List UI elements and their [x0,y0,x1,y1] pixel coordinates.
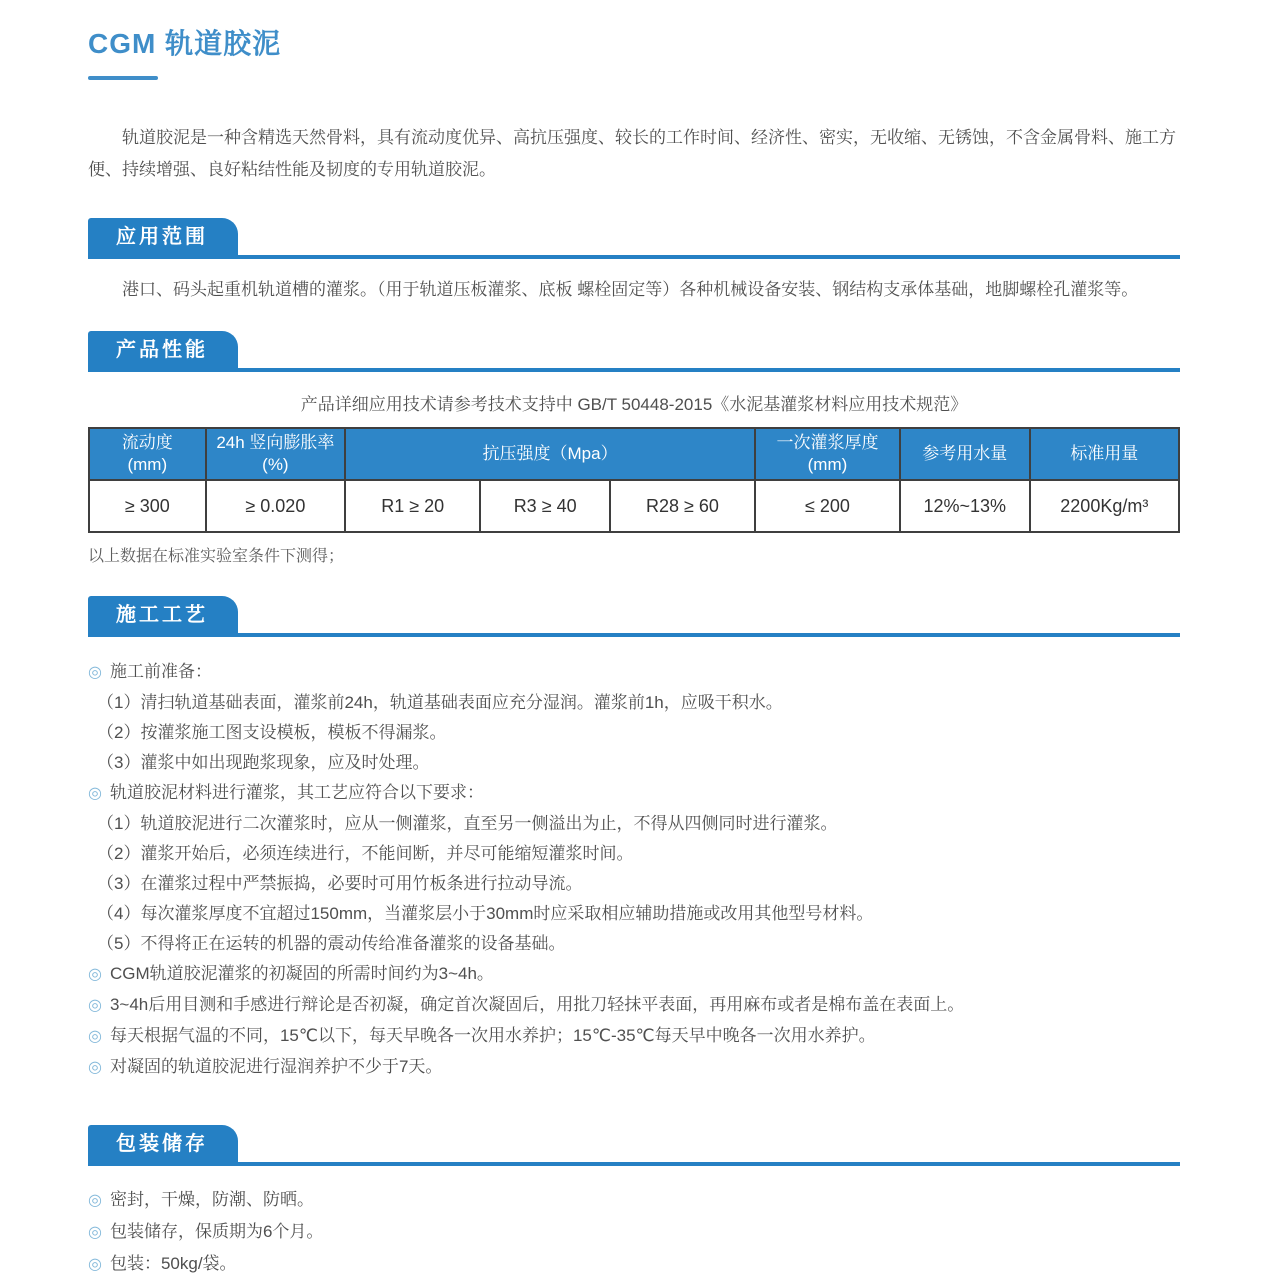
process-item: ◎ 施工前准备： [88,662,212,681]
section-badge-process: 施工工艺 [88,596,238,633]
section-header-performance [88,331,1180,372]
section-badge-application: 应用范围 [88,218,238,255]
packaging-item: ◎ 包装储存，保质期为6个月。 [88,1222,324,1241]
performance-reference: 产品详细应用技术请参考技术支持中 GB/T 50448-2015《水泥基灌浆材料应用技术规范》 [300,395,968,414]
table-cell-water: 12%~13% [900,480,1030,532]
performance-table [88,427,1180,533]
title-underline [88,76,158,80]
section-header-process [88,596,1180,637]
table-footnote: 以上数据在标准实验室条件下测得； [88,548,345,565]
ring-bullet-icon: ◎ [88,966,102,983]
table-header-strength: 抗压强度（Mpa） [345,428,755,480]
table-cell-r3: R3 ≥ 40 [480,480,610,532]
section-header-application [88,218,1180,259]
table-cell-r28: R28 ≥ 60 [610,480,755,532]
ring-bullet-icon: ◎ [88,1028,102,1045]
application-body: 港口、码头起重机轨道槽的灌浆。（用于轨道压板灌浆、底板 螺栓固定等）各种机械设备安装、钢结构支承体基础，地脚螺栓孔灌浆等。 [122,280,1139,299]
ring-bullet-icon: ◎ [88,664,102,681]
packaging-item: ◎ 密封，干燥，防潮、防晒。 [88,1190,314,1209]
process-item: （2）灌浆开始后，必须连续进行，不能间断，并尽可能缩短灌浆时间。 [97,844,634,863]
table-cell-expansion: ≥ 0.020 [206,480,346,532]
table-header-dosage: 标准用量 [1030,428,1179,480]
table-cell-r1: R1 ≥ 20 [345,480,480,532]
process-item: ◎ 对凝固的轨道胶泥进行湿润养护不少于7天。 [88,1057,443,1076]
table-value-row [89,480,1179,532]
process-item: （3）在灌浆过程中严禁振捣，必要时可用竹板条进行拉动导流。 [97,874,583,893]
table-cell-flow: ≥ 300 [89,480,206,532]
ring-bullet-icon: ◎ [88,1224,102,1241]
ring-bullet-icon: ◎ [88,1059,102,1076]
table-header-flow: 流动度 (mm) [89,428,206,480]
process-item: （5）不得将正在运转的机器的震动传给准备灌浆的设备基础。 [97,934,566,953]
table-cell-thickness: ≤ 200 [755,480,900,532]
packaging-item: ◎ 包装：50kg/袋。 [88,1254,237,1273]
ring-bullet-icon: ◎ [88,997,102,1014]
process-item: ◎ 每天根据气温的不同，15℃以下，每天早晚各一次用水养护；15℃-35℃每天早中晚各一次用水养护。 [88,1026,876,1045]
process-list [88,657,1180,1083]
table-header-water: 参考用水量 [900,428,1030,480]
intro-paragraph: 轨道胶泥是一种含精选天然骨料，具有流动度优异、高抗压强度、较长的工作时间、经济性、密实，无收缩、无锈蚀，不含金属骨料、施工方便、持续增强、良好粘结性能及韧度的专用轨道胶泥。 [88,128,1176,179]
ring-bullet-icon: ◎ [88,1192,102,1209]
table-cell-dosage: 2200Kg/m³ [1030,480,1179,532]
process-item: ◎ 轨道胶泥材料进行灌浆，其工艺应符合以下要求： [88,783,484,802]
ring-bullet-icon: ◎ [88,785,102,802]
table-header-row [89,428,1179,480]
process-item: （4）每次灌浆厚度不宜超过150mm，当灌浆层小于30mm时应采取相应辅助措施或改用其他型号材料。 [97,904,874,923]
process-item: （3）灌浆中如出现跑浆现象，应及时处理。 [97,753,430,772]
ring-bullet-icon: ◎ [88,1256,102,1273]
page-title: CGM 轨道胶泥 [88,28,282,59]
section-header-packaging [88,1125,1180,1166]
section-badge-packaging: 包装储存 [88,1125,238,1162]
process-item: （2）按灌浆施工图支设模板，模板不得漏浆。 [97,723,447,742]
process-item: （1）清扫轨道基础表面，灌浆前24h，轨道基础表面应充分湿润。灌浆前1h，应吸干积水。 [97,693,783,712]
process-item: （1）轨道胶泥进行二次灌浆时，应从一侧灌浆，直至另一侧溢出为止，不得从四侧同时进行灌浆。 [97,814,838,833]
section-badge-performance: 产品性能 [88,331,238,368]
process-item: ◎ 3~4h后用目测和手感进行辩论是否初凝，确定首次凝固后，用批刀轻抹平表面，再用麻布或者是棉布盖在表面上。 [88,995,965,1014]
packaging-list [88,1184,1180,1280]
process-item: ◎ CGM轨道胶泥灌浆的初凝固的所需时间约为3~4h。 [88,964,494,983]
table-header-expansion: 24h 竖向膨胀率 (%) [206,428,346,480]
table-header-thickness: 一次灌浆厚度 (mm) [755,428,900,480]
